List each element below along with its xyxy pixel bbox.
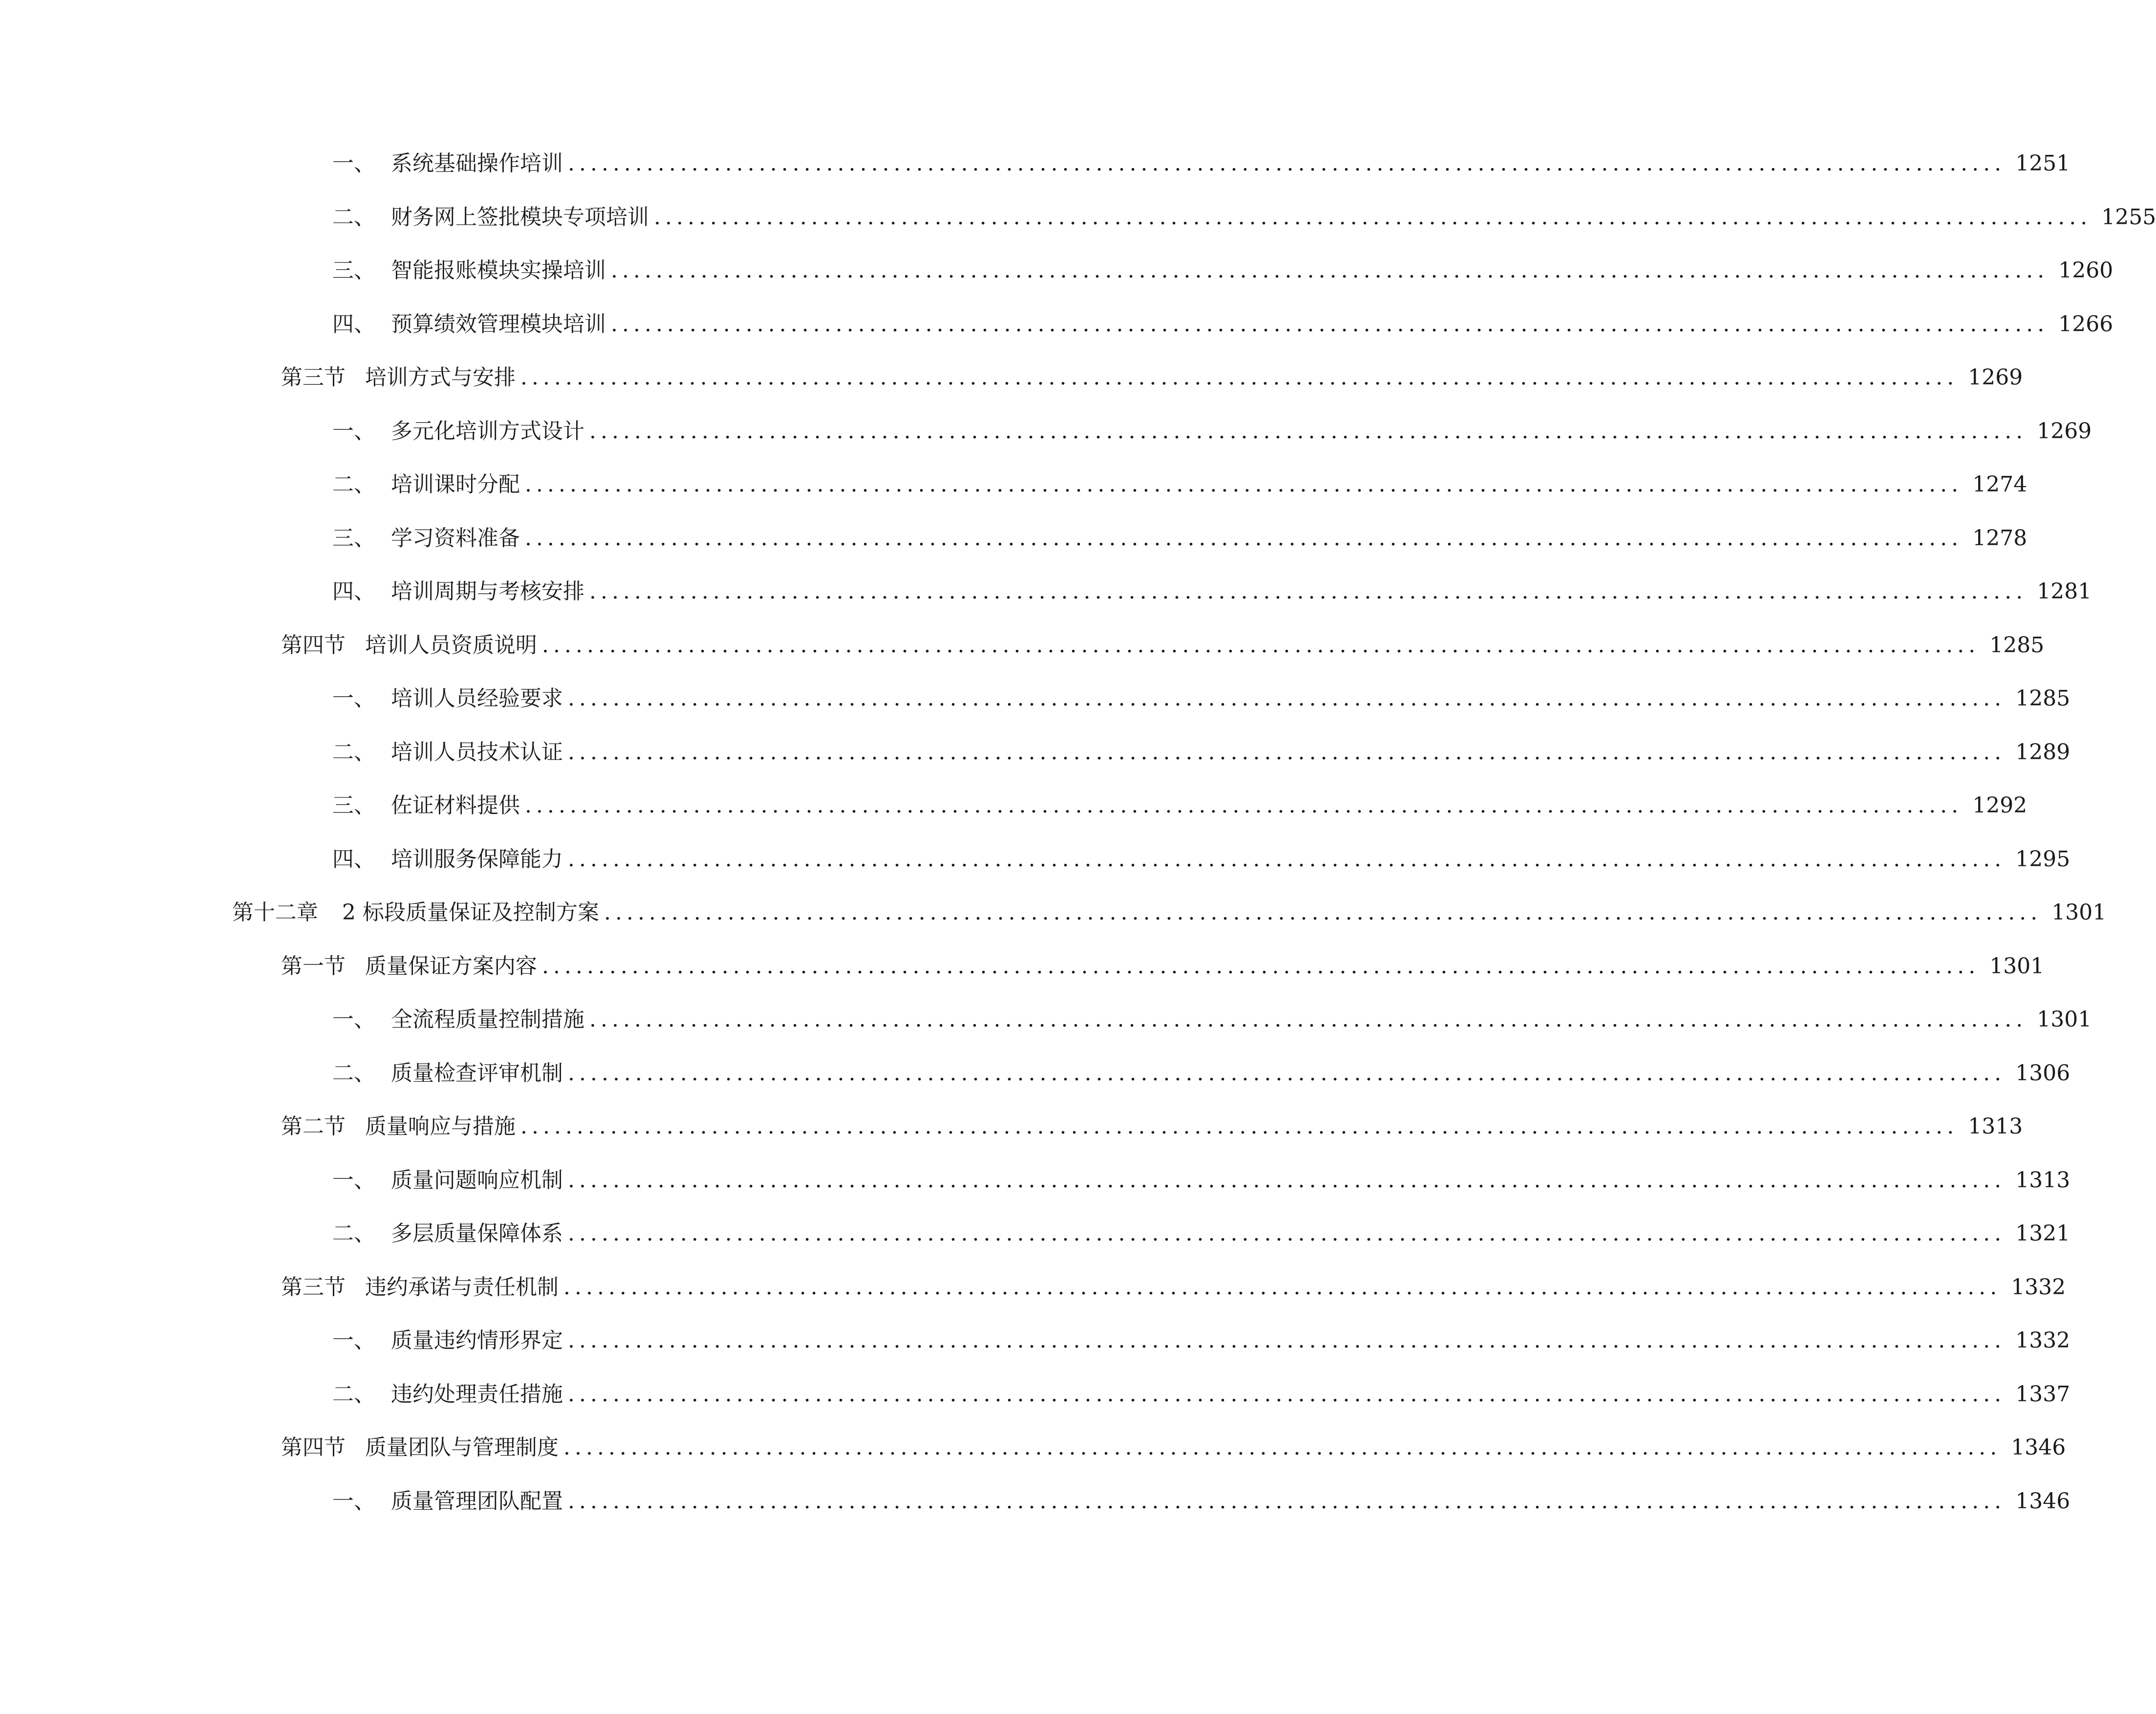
toc-entry-number: 四、 (332, 312, 375, 337)
toc-entry-number: 一、 (332, 1168, 375, 1193)
toc-entry-title: 多元化培训方式设计 (391, 419, 584, 444)
toc-entry-title: 培训周期与考核安排 (391, 579, 584, 604)
toc-page-number: 1301 (2051, 900, 2107, 925)
toc-entry-number: 四、 (332, 847, 375, 872)
toc-section-entry (0, 944, 2045, 988)
toc-entry-number: 二、 (332, 1221, 375, 1246)
toc-section-title: 培训方式与安排 (365, 365, 516, 390)
toc-entry (0, 784, 2027, 828)
toc-page-number: 1321 (2015, 1221, 2070, 1246)
toc-page-number: 1306 (2015, 1061, 2070, 1086)
toc-entry (0, 1158, 2070, 1202)
toc-entry (0, 677, 2070, 721)
toc-entry-title: 培训人员技术认证 (391, 740, 563, 765)
toc-entry-number: 三、 (332, 526, 375, 551)
toc-entry-title: 全流程质量控制措施 (391, 1007, 584, 1032)
toc-page-number: 1251 (2015, 151, 2070, 176)
toc-dot-leader: ................................................................................................................................ (520, 1114, 1959, 1139)
toc-dot-leader: ................................................................................................................................ (525, 526, 1963, 551)
toc-dot-leader: ................................................................................................................................ (563, 1275, 2002, 1300)
toc-page-number: 1337 (2015, 1382, 2070, 1407)
toc-page-number: 1266 (2058, 312, 2113, 337)
toc-section-number: 第四节 (281, 1435, 345, 1460)
toc-dot-leader: ................................................................................................................................ (568, 740, 2006, 765)
toc-entry-title: 多层质量保障体系 (391, 1221, 563, 1246)
toc-entry-title: 质量违约情形界定 (391, 1328, 563, 1353)
toc-entry (0, 142, 2070, 186)
toc-page-number: 1332 (2011, 1275, 2066, 1300)
toc-page-number: 1301 (1989, 954, 2045, 979)
toc-dot-leader: ................................................................................................................................ (568, 1382, 2006, 1407)
toc-section-entry (0, 1105, 2023, 1149)
toc-dot-leader: ................................................................................................................................ (589, 1007, 2027, 1032)
toc-entry-title: 系统基础操作培训 (391, 151, 563, 176)
toc-entry (0, 1479, 2070, 1523)
toc-section-title: 质量响应与措施 (365, 1114, 516, 1139)
toc-dot-leader: ................................................................................................................................ (525, 472, 1963, 497)
toc-dot-leader: ................................................................................................................................ (604, 900, 2042, 925)
toc-page-number: 1292 (1972, 793, 2027, 818)
toc-entry-title: 质量问题响应机制 (391, 1168, 563, 1193)
toc-entry-title: 质量检查评审机制 (391, 1061, 563, 1086)
toc-section-number: 第四节 (281, 633, 345, 658)
toc-dot-leader: ................................................................................................................................ (542, 954, 1980, 979)
toc-dot-leader: ................................................................................................................................ (568, 1221, 2006, 1246)
toc-dot-leader: ................................................................................................................................ (568, 1328, 2006, 1353)
toc-dot-leader: ................................................................................................................................ (520, 365, 1959, 390)
toc-entry-number: 一、 (332, 419, 375, 444)
toc-entry-title: 培训课时分配 (391, 472, 520, 497)
toc-entry-title: 预算绩效管理模块培训 (391, 312, 606, 337)
toc-dot-leader: ................................................................................................................................ (568, 686, 2006, 711)
toc-entry-number: 二、 (332, 205, 375, 230)
toc-section-entry (0, 1426, 2066, 1470)
toc-section-number: 第三节 (281, 365, 345, 390)
toc-entry (0, 463, 2027, 507)
toc-entry-number: 一、 (332, 1007, 375, 1032)
toc-chapter-title: 2 标段质量保证及控制方案 (342, 900, 599, 925)
toc-page-number: 1289 (2015, 740, 2070, 765)
toc-entry-number: 三、 (332, 793, 375, 818)
toc-entry-number: 一、 (332, 151, 375, 176)
toc-entry (0, 1372, 2070, 1416)
toc-section-title: 培训人员资质说明 (365, 633, 537, 658)
toc-entry-number: 二、 (332, 472, 375, 497)
toc-dot-leader: ................................................................................................................................ (611, 258, 2049, 283)
toc-entry (0, 1319, 2070, 1363)
toc-section-number: 第二节 (281, 1114, 345, 1139)
toc-dot-leader: ................................................................................................................................ (568, 1168, 2006, 1193)
toc-section-title: 质量团队与管理制度 (365, 1435, 559, 1460)
toc-page-number: 1346 (2015, 1489, 2070, 1514)
toc-entry-number: 二、 (332, 1061, 375, 1086)
toc-chapter-number: 第十二章 (232, 900, 318, 925)
toc-entry (0, 837, 2070, 881)
toc-dot-leader: ................................................................................................................................ (568, 1061, 2006, 1086)
toc-dot-leader: ................................................................................................................................ (525, 793, 1963, 818)
toc-entry (0, 195, 2156, 239)
toc-entry-number: 一、 (332, 686, 375, 711)
toc-dot-leader: ................................................................................................................................ (568, 151, 2006, 176)
toc-page-number: 1346 (2011, 1435, 2066, 1460)
toc-page-number: 1295 (2015, 847, 2070, 872)
toc-section-entry (0, 356, 2023, 400)
toc-section-title: 违约承诺与责任机制 (365, 1275, 559, 1300)
toc-entry-number: 二、 (332, 740, 375, 765)
toc-entry-number: 一、 (332, 1489, 375, 1514)
toc-page-number: 1269 (1968, 365, 2023, 390)
toc-dot-leader: ................................................................................................................................ (568, 847, 2006, 872)
toc-entry (0, 998, 2092, 1042)
toc-section-entry (0, 623, 2045, 667)
toc-entry (0, 1212, 2070, 1256)
toc-dot-leader: ................................................................................................................................ (542, 633, 1980, 658)
toc-page-number: 1285 (2015, 686, 2070, 711)
toc-section-entry (0, 1265, 2066, 1309)
toc-entry (0, 570, 2092, 614)
toc-page-number: 1281 (2037, 579, 2092, 604)
toc-entry-title: 质量管理团队配置 (391, 1489, 563, 1514)
toc-entry-number: 二、 (332, 1382, 375, 1407)
toc-entry (0, 409, 2092, 453)
toc-entry-title: 佐证材料提供 (391, 793, 520, 818)
toc-entry (0, 516, 2027, 560)
toc-dot-leader: ................................................................................................................................ (611, 312, 2049, 337)
toc-page-number: 1269 (2037, 419, 2092, 444)
toc-dot-leader: ................................................................................................................................ (589, 419, 2027, 444)
toc-section-title: 质量保证方案内容 (365, 954, 537, 979)
toc-page-number: 1285 (1989, 633, 2045, 658)
toc-section-number: 第一节 (281, 954, 345, 979)
toc-entry (0, 249, 2113, 293)
toc-entry (0, 302, 2113, 346)
toc-page-number: 1301 (2037, 1007, 2092, 1032)
toc-dot-leader: ................................................................................................................................ (563, 1435, 2002, 1460)
toc-entry-number: 三、 (332, 258, 375, 283)
toc-section-number: 第三节 (281, 1275, 345, 1300)
toc-entry-number: 四、 (332, 579, 375, 604)
toc-page-number: 1313 (2015, 1168, 2070, 1193)
toc-entry-title: 学习资料准备 (391, 526, 520, 551)
toc-entry-title: 智能报账模块实操培训 (391, 258, 606, 283)
toc-entry (0, 1051, 2070, 1095)
toc-page-number: 1278 (1972, 526, 2027, 551)
toc-page-number: 1274 (1972, 472, 2027, 497)
toc-chapter-entry (0, 891, 2107, 935)
toc-page-number: 1332 (2015, 1328, 2070, 1353)
toc-dot-leader: ................................................................................................................................ (589, 579, 2027, 604)
toc-entry-number: 一、 (332, 1328, 375, 1353)
toc-entry-title: 违约处理责任措施 (391, 1382, 563, 1407)
toc-dot-leader: ................................................................................................................................ (568, 1489, 2006, 1514)
toc-page-number: 1313 (1968, 1114, 2023, 1139)
toc-page-number: 1255 (2101, 205, 2156, 230)
toc-entry (0, 730, 2070, 774)
toc-dot-leader: ................................................................................................................................ (654, 205, 2092, 230)
toc-entry-title: 财务网上签批模块专项培训 (391, 205, 649, 230)
toc-page-number: 1260 (2058, 258, 2113, 283)
toc-entry-title: 培训服务保障能力 (391, 847, 563, 872)
toc-entry-title: 培训人员经验要求 (391, 686, 563, 711)
